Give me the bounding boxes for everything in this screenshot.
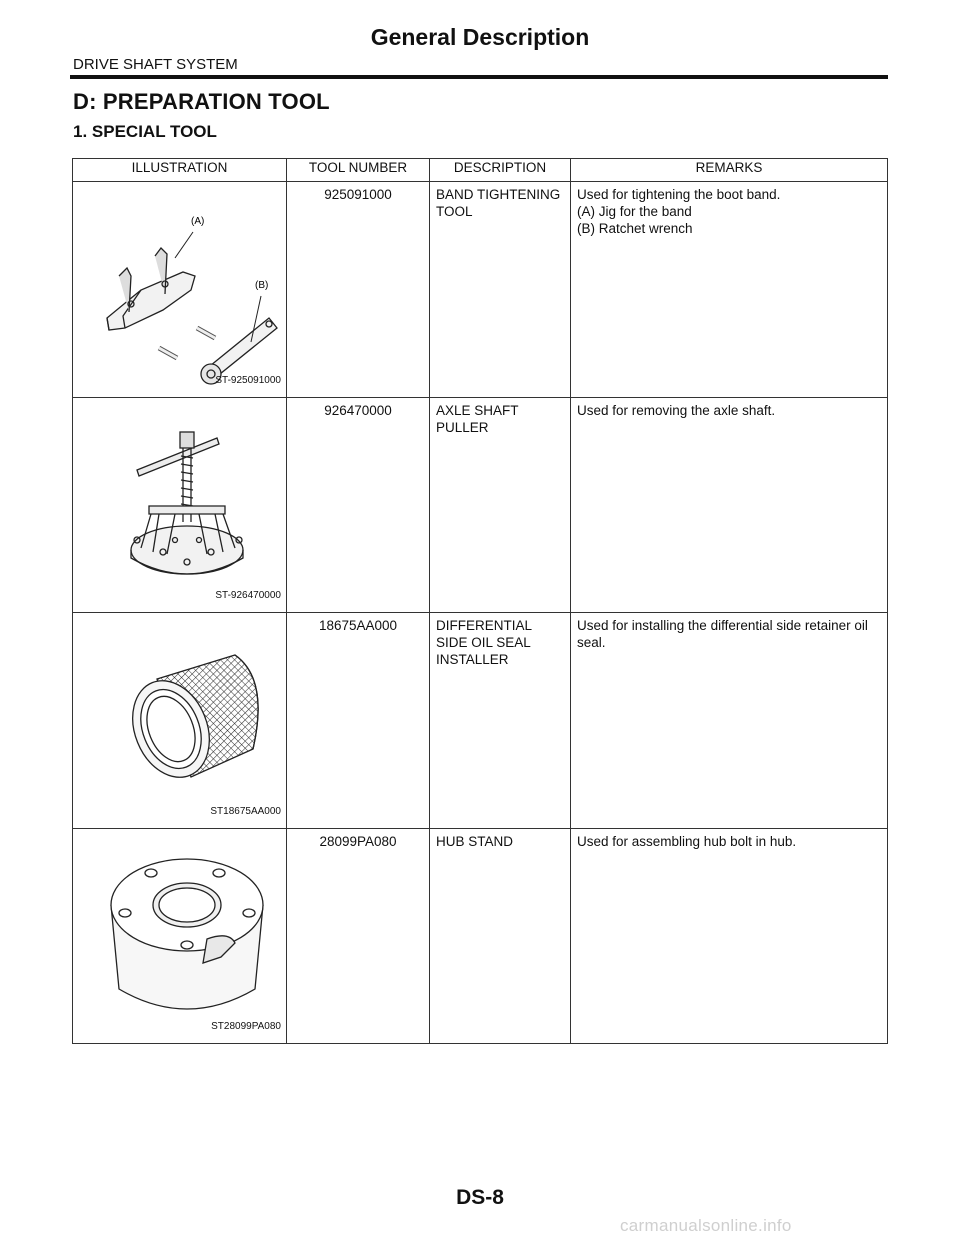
remark-line: Used for assembling hub bolt in hub. <box>577 834 797 849</box>
section-name: DRIVE SHAFT SYSTEM <box>73 56 238 73</box>
remarks-cell <box>571 613 888 829</box>
callout-b: (B) <box>255 280 269 291</box>
illustration-cell <box>73 398 287 613</box>
axle-shaft-puller-illustration <box>79 402 293 608</box>
oil-seal-installer-illustration <box>79 617 293 824</box>
column-header-remarks: REMARKS <box>571 159 888 182</box>
page-number: DS-8 <box>456 1186 504 1209</box>
remarks-cell <box>571 398 888 613</box>
tool-number-cell: 28099PA080 <box>287 829 430 1044</box>
illustration-cell <box>73 613 287 829</box>
illustration-code: ST28099PA080 <box>211 1021 281 1032</box>
illustration-code: ST-925091000 <box>215 375 281 386</box>
remark-line: Used for tightening the boot band. <box>577 187 781 202</box>
remark-line: Used for installing the differential side retainer oil seal. <box>577 618 868 650</box>
remark-line: (A) Jig for the band <box>577 204 692 219</box>
column-header-description: DESCRIPTION <box>430 159 571 182</box>
table-row <box>73 829 888 1044</box>
illustration-cell <box>73 182 287 398</box>
description-cell: DIFFERENTIAL SIDE OIL SEAL INSTALLER <box>430 613 571 829</box>
remarks-cell <box>571 182 888 398</box>
table-row <box>73 613 888 829</box>
watermark: carmanualsonline.info <box>620 1216 792 1235</box>
tool-number-cell: 925091000 <box>287 182 430 398</box>
header-rule <box>70 75 888 79</box>
remarks-cell <box>571 829 888 1044</box>
remark-line: (B) Ratchet wrench <box>577 221 693 236</box>
tool-number-cell: 18675AA000 <box>287 613 430 829</box>
column-header-tool-number: TOOL NUMBER <box>287 159 430 182</box>
table-row <box>73 182 888 398</box>
column-header-illustration: ILLUSTRATION <box>73 159 287 182</box>
subsection-heading: 1. SPECIAL TOOL <box>73 122 217 141</box>
tool-number-cell: 926470000 <box>287 398 430 613</box>
band-tightening-tool-illustration <box>79 186 293 393</box>
callout-a: (A) <box>191 216 205 227</box>
illustration-cell <box>73 829 287 1044</box>
page-title: General Description <box>370 24 590 50</box>
remark-line: Used for removing the axle shaft. <box>577 403 776 418</box>
special-tool-table <box>72 158 888 1044</box>
section-heading: D: PREPARATION TOOL <box>73 89 330 114</box>
description-cell: BAND TIGHTENING TOOL <box>430 182 571 398</box>
illustration-code: ST-926470000 <box>215 590 281 601</box>
hub-stand-illustration <box>79 833 293 1039</box>
description-cell: AXLE SHAFT PULLER <box>430 398 571 613</box>
description-cell: HUB STAND <box>430 829 571 1044</box>
table-header-row <box>73 159 888 182</box>
table-row <box>73 398 888 613</box>
illustration-code: ST18675AA000 <box>210 806 281 817</box>
